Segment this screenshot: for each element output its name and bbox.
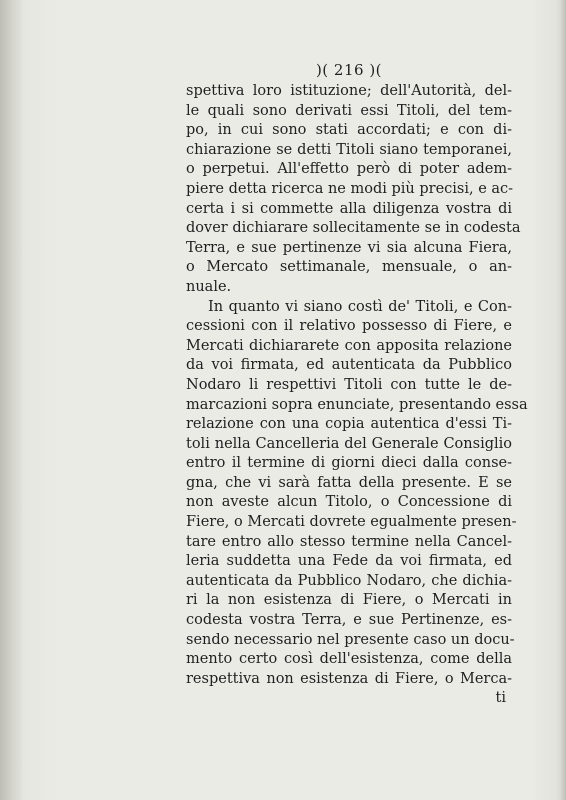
- text-line: cessioni con il relativo possesso di Fiere, e: [186, 318, 512, 335]
- text-line: dover dichiarare sollecitamente se in codesta: [186, 220, 521, 237]
- paragraph-1: [186, 82, 521, 298]
- text-line: Fiere, o Mercati dovrete egualmente presen-: [186, 514, 517, 531]
- text-line: gna, che vi sarà fatta della presente. E se: [186, 474, 512, 491]
- text-line: mento certo così dell'esistenza, come della: [186, 651, 512, 668]
- page-text-block: [186, 58, 528, 709]
- text-line: autenticata da Pubblico Nodaro, che dichia-: [186, 572, 512, 589]
- text-line: ri la non esistenza di Fiere, o Mercati in: [186, 592, 512, 609]
- page-binding-edge: [0, 0, 22, 800]
- text-line: Mercati dichiararete con apposita relazione: [186, 337, 512, 354]
- text-line: da voi firmata, ed autenticata da Pubblico: [186, 357, 512, 374]
- text-line: marcazioni sopra enunciate, presentando essa: [186, 396, 528, 413]
- text-line: sendo necessario nel presente caso un docu-: [186, 631, 515, 648]
- text-line: non aveste alcun Titolo, o Concessione di: [186, 494, 512, 511]
- text-line: piere detta ricerca ne modi più precisi, e ac-: [186, 180, 514, 197]
- text-line: Terra, e sue pertinenze vi sia alcuna Fiera,: [186, 239, 512, 256]
- text-line: Nodaro li respettivi Titoli con tutte le de-: [186, 376, 512, 393]
- text-line: In quanto vi siano costì de' Titoli, e Con-: [208, 298, 512, 315]
- text-line: leria suddetta una Fede da voi firmata, ed: [186, 553, 512, 570]
- text-line: nuale.: [186, 278, 232, 295]
- paragraph-2: [186, 298, 528, 690]
- text-line: po, in cui sono stati accordati; e con di-: [186, 122, 512, 139]
- page-number: )( 216 )(: [315, 61, 383, 79]
- text-line: relazione con una copia autentica d'essi Ti-: [186, 416, 512, 433]
- text-line: tare entro allo stesso termine nella Cancel-: [186, 533, 512, 550]
- text-line: toli nella Cancelleria del Generale Consiglio: [186, 435, 512, 452]
- text-line: codesta vostra Terra, e sue Pertinenze, es-: [186, 612, 512, 629]
- text-line: respettiva non esistenza di Fiere, o Merca-: [186, 670, 512, 687]
- text-line: spettiva loro istituzione; dell'Autorità, del-: [186, 83, 512, 99]
- text-line: o perpetui. All'effetto però di poter adem-: [186, 161, 512, 178]
- text-line: chiarazione se detti Titoli siano temporanei,: [186, 141, 512, 158]
- text-line: certa i si commette alla diligenza vostra di: [186, 200, 512, 217]
- catchword: ti: [495, 690, 506, 707]
- text-line: o Mercato settimanale, mensuale, o an-: [186, 259, 512, 276]
- text-line: entro il termine di giorni dieci dalla conse-: [186, 455, 512, 472]
- page-edge-shadow: [556, 0, 566, 800]
- text-line: le quali sono derivati essi Titoli, del tem-: [186, 102, 512, 119]
